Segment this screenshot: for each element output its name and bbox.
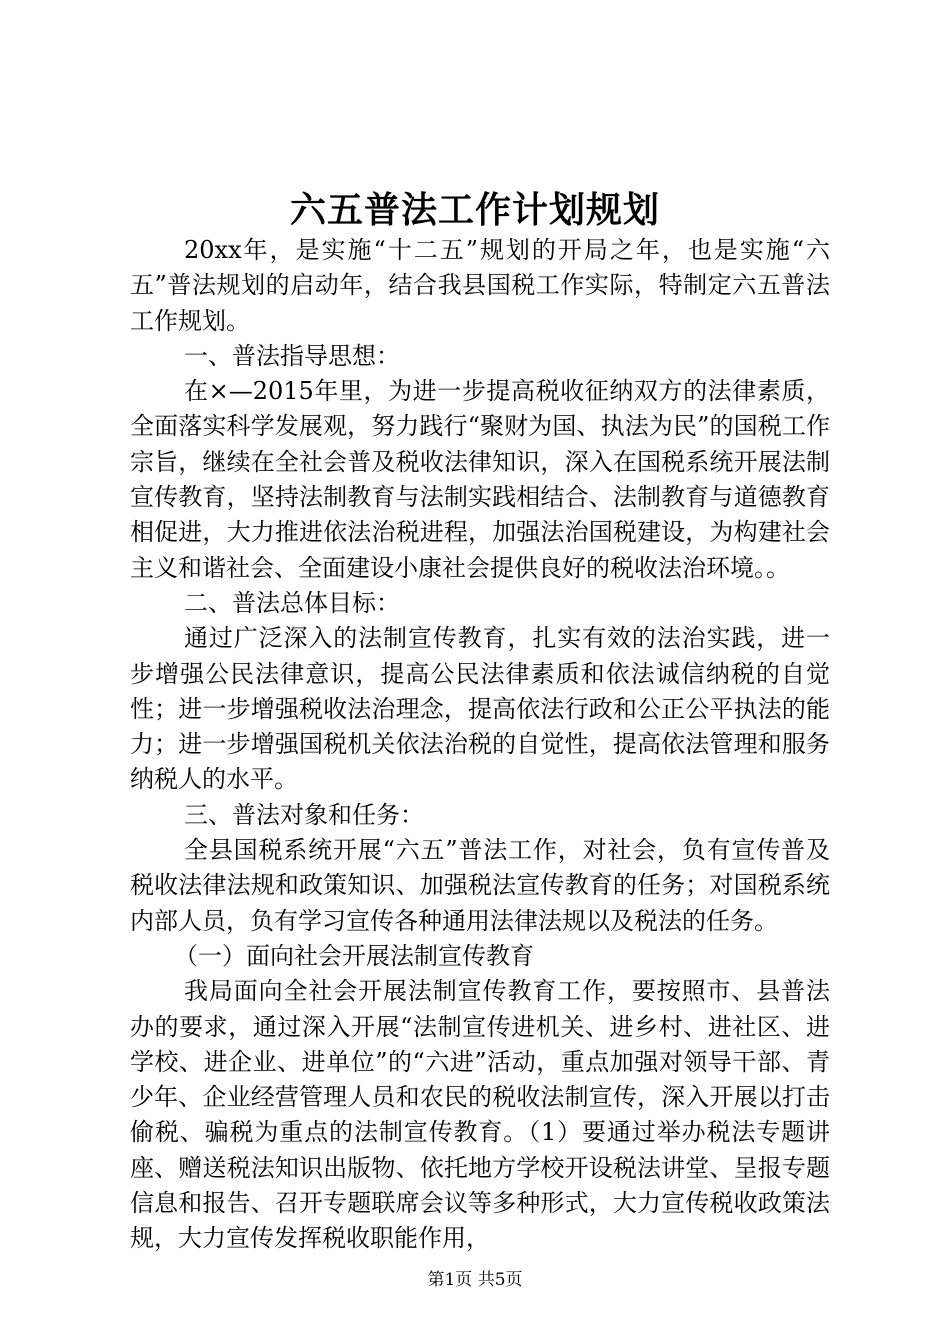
subheading-public-education: （一）面向社会开展法制宣传教育 [174,941,534,970]
paragraph-intro: 20xx年，是实施“十二五”规划的开局之年，也是实施“六五”普法规划的启动年，结合我县国税工作实际，特制定六五普法工作规划。 [130,236,830,335]
page-footer: 第1页 共5页 [427,1270,523,1290]
heading-overall-goal: 二、普法总体目标： [184,588,400,617]
document-title: 六五普法工作计划规划 [289,189,660,231]
paragraph-guiding-ideology: 在×—2015年里，为进一步提高税收征纳双方的法律素质，全面落实科学发展观，努力践行“聚财为国、执法为民”的国税工作宗旨，继续在全社会普及税收法律知识，深入在国税系统开展法制宣传教育，坚持法制教育与法制实践相结合、法制教育与道德教育相促进，大力推进依法治税进程，加强法治国税建设，为构建社会主义和谐社会、全面建设小康社会提供良好的税收法治环境。。 [130,377,830,582]
heading-guiding-ideology: 一、普法指导思想： [184,341,400,370]
paragraph-public-education: 我局面向全社会开展法制宣传教育工作，要按照市、县普法办的要求，通过深入开展“法制宣传进机关、进乡村、进社区、进学校、进企业、进单位”的“六进”活动，重点加强对领导干部、青少年、企业经营管理人员和农民的税收法制宣传，深入开展以打击偷税、骗税为重点的法制宣传教育。（1）要通过举办税法专题讲座、赠送税法知识出版物、依托地方学校开设税法讲堂、呈报专题信息和报告、召开专题联席会议等多种形式，大力宣传税收政策法规，大力宣传发挥税收职能作用， [130,977,830,1253]
paragraph-targets-and-tasks: 全县国税系统开展“六五”普法工作，对社会，负有宣传普及税收法律法规和政策知识、加强税法宣传教育的任务；对国税系统内部人员，负有学习宣传各种通用法律法规以及税法的任务。 [130,836,830,935]
paragraph-overall-goal: 通过广泛深入的法制宣传教育，扎实有效的法治实践，进一步增强公民法律意识，提高公民法律素质和依法诚信纳税的自觉性；进一步增强税收法治理念，提高依法行政和公正公平执法的能力；进一步增强国税机关依法治税的自觉性，提高依法管理和服务纳税人的水平。 [130,624,830,794]
document-body [130,233,830,1257]
heading-targets-and-tasks: 三、普法对象和任务： [184,800,424,829]
